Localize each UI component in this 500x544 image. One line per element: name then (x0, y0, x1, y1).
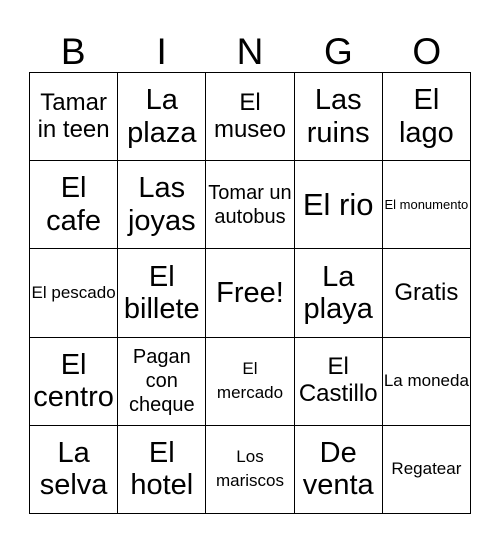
bingo-board (29, 72, 471, 514)
bingo-cell[interactable]: El centro (30, 338, 118, 426)
header-letter-g: G (323, 30, 353, 72)
bingo-cell[interactable]: Las ruins (295, 73, 383, 161)
bingo-cell[interactable]: El billete (118, 249, 206, 337)
bingo-cell[interactable]: Gratis (383, 249, 471, 337)
bingo-cell[interactable]: El museo (206, 73, 294, 161)
bingo-cell[interactable]: La plaza (118, 73, 206, 161)
bingo-cell[interactable]: Los mariscos (206, 426, 294, 514)
bingo-cell[interactable]: Tamar in teen (30, 73, 118, 161)
bingo-cell[interactable]: De venta (295, 426, 383, 514)
bingo-cell[interactable]: El rio (295, 161, 383, 249)
free-space-cell[interactable]: Free! (206, 249, 294, 337)
bingo-cell[interactable]: El pescado (30, 249, 118, 337)
bingo-cell[interactable]: La selva (30, 426, 118, 514)
bingo-cell[interactable]: El lago (383, 73, 471, 161)
header-letter-b: B (60, 30, 86, 72)
bingo-cell[interactable]: Tomar un autobus (206, 161, 294, 249)
bingo-cell[interactable]: La playa (295, 249, 383, 337)
header-letter-i: I (156, 30, 167, 72)
bingo-cell[interactable]: El Castillo (295, 338, 383, 426)
bingo-cell[interactable]: El mercado (206, 338, 294, 426)
bingo-cell[interactable]: El hotel (118, 426, 206, 514)
bingo-cell[interactable]: El monumento (383, 161, 471, 249)
bingo-header (29, 28, 471, 74)
bingo-cell[interactable]: Las joyas (118, 161, 206, 249)
header-letter-n: N (236, 30, 264, 72)
bingo-cell[interactable]: El cafe (30, 161, 118, 249)
bingo-cell[interactable]: Regatear (383, 426, 471, 514)
header-letter-o: O (412, 30, 442, 72)
bingo-cell[interactable]: La moneda (383, 338, 471, 426)
bingo-cell[interactable]: Pagan con cheque (118, 338, 206, 426)
